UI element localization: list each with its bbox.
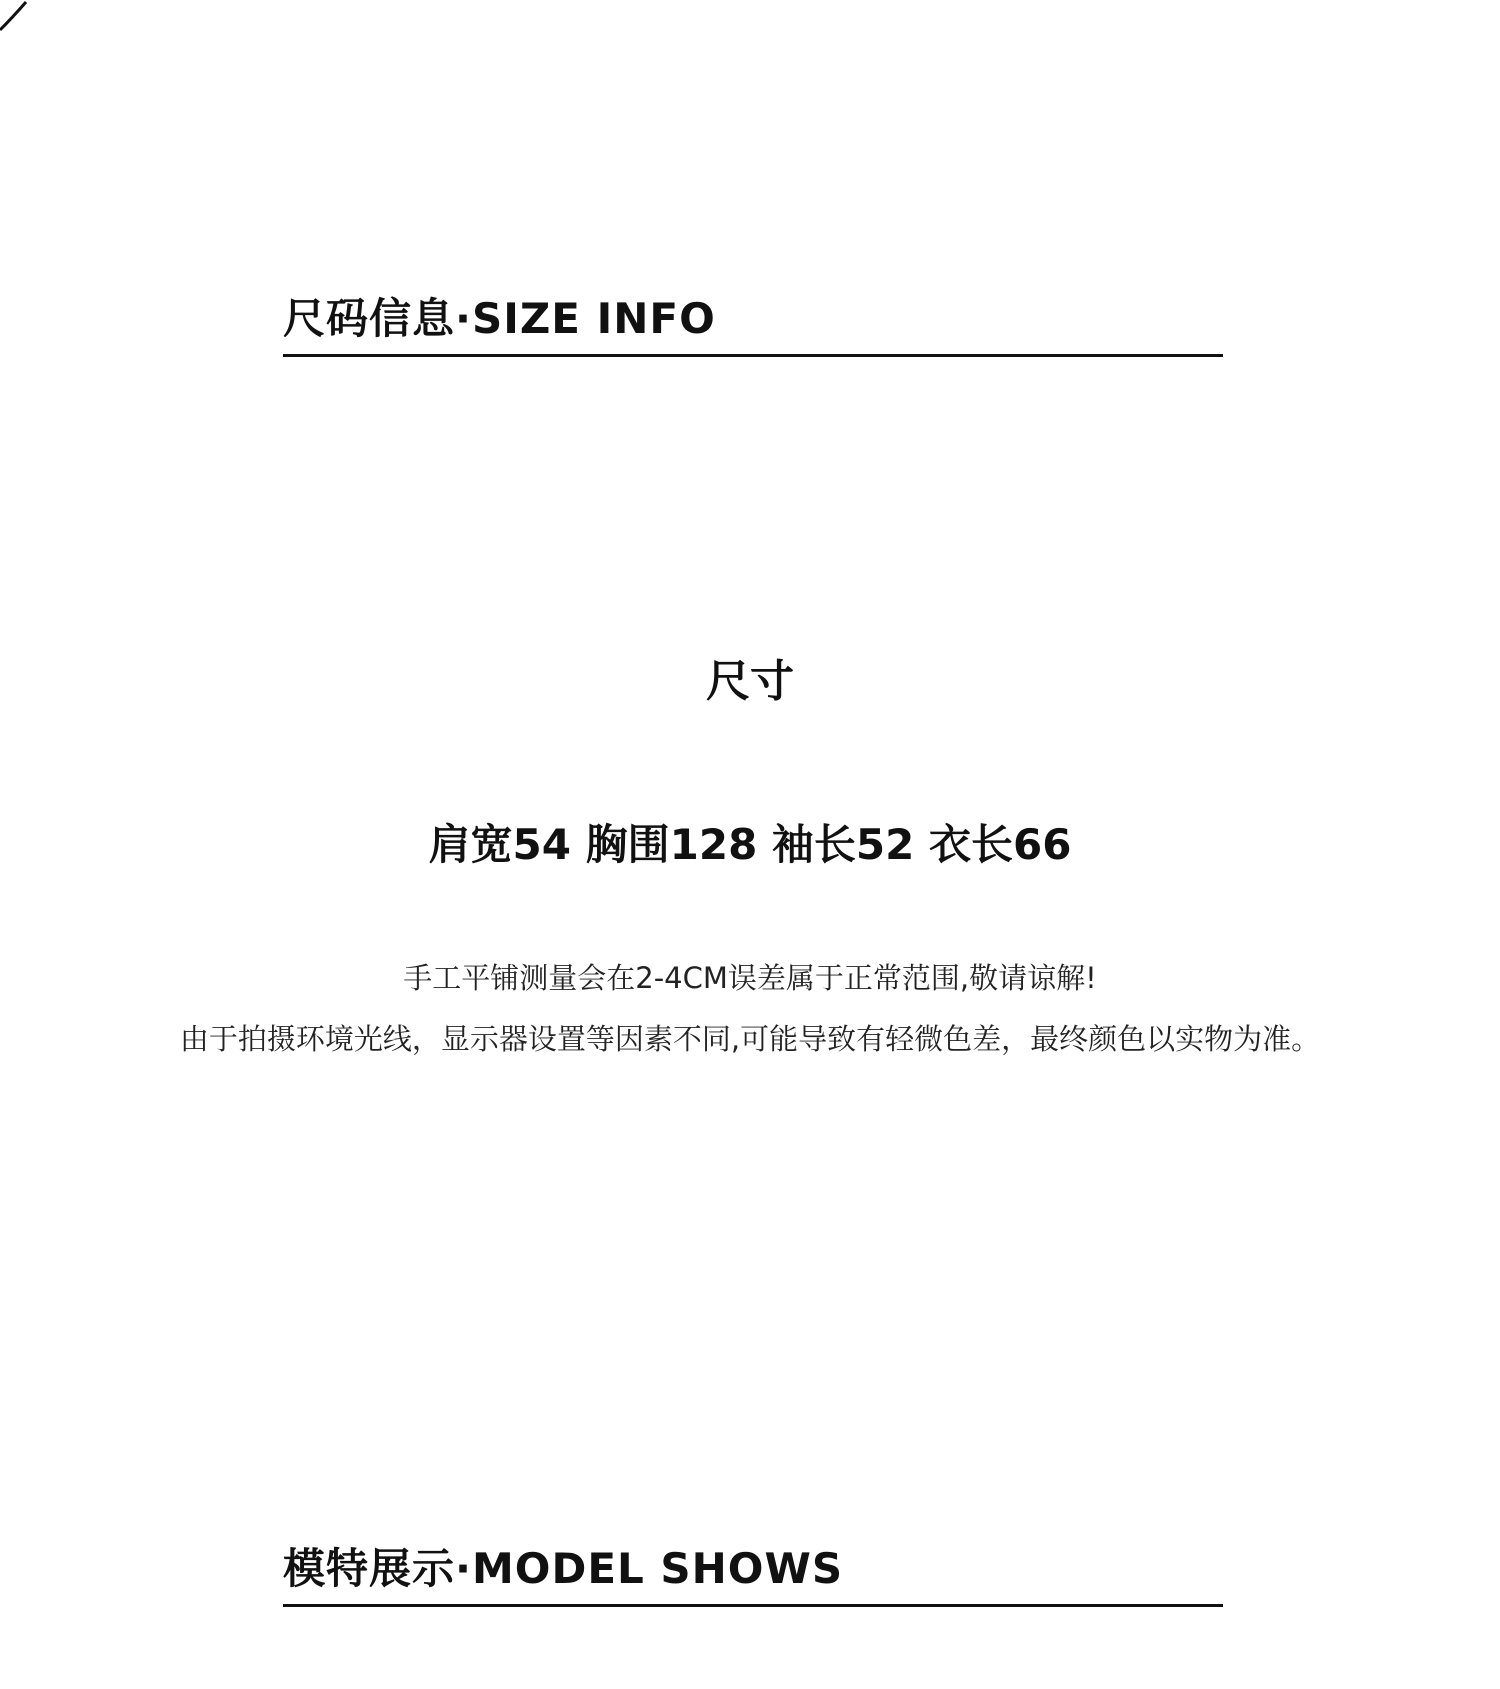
size-info-divider <box>283 354 1223 357</box>
size-measurements: 肩宽54 胸围128 袖长52 衣长66 <box>428 820 1072 869</box>
size-info-heading-text: 尺码信息·SIZE INFO <box>283 294 716 343</box>
corner-decoration <box>0 0 60 40</box>
model-shows-heading-text: 模特展示·MODEL SHOWS <box>283 1544 844 1593</box>
color-note: 由于拍摄环境光线，显示器设置等因素不同,可能导致有轻微色差，最终颜色以实物为准。 <box>179 1022 1321 1056</box>
model-shows-heading <box>283 1544 1223 1593</box>
measurement-note: 手工平铺测量会在2-4CM误差属于正常范围,敬请谅解! <box>403 961 1097 995</box>
size-info-heading <box>283 294 1223 343</box>
size-title: 尺寸 <box>706 656 794 707</box>
model-shows-divider <box>283 1604 1223 1607</box>
